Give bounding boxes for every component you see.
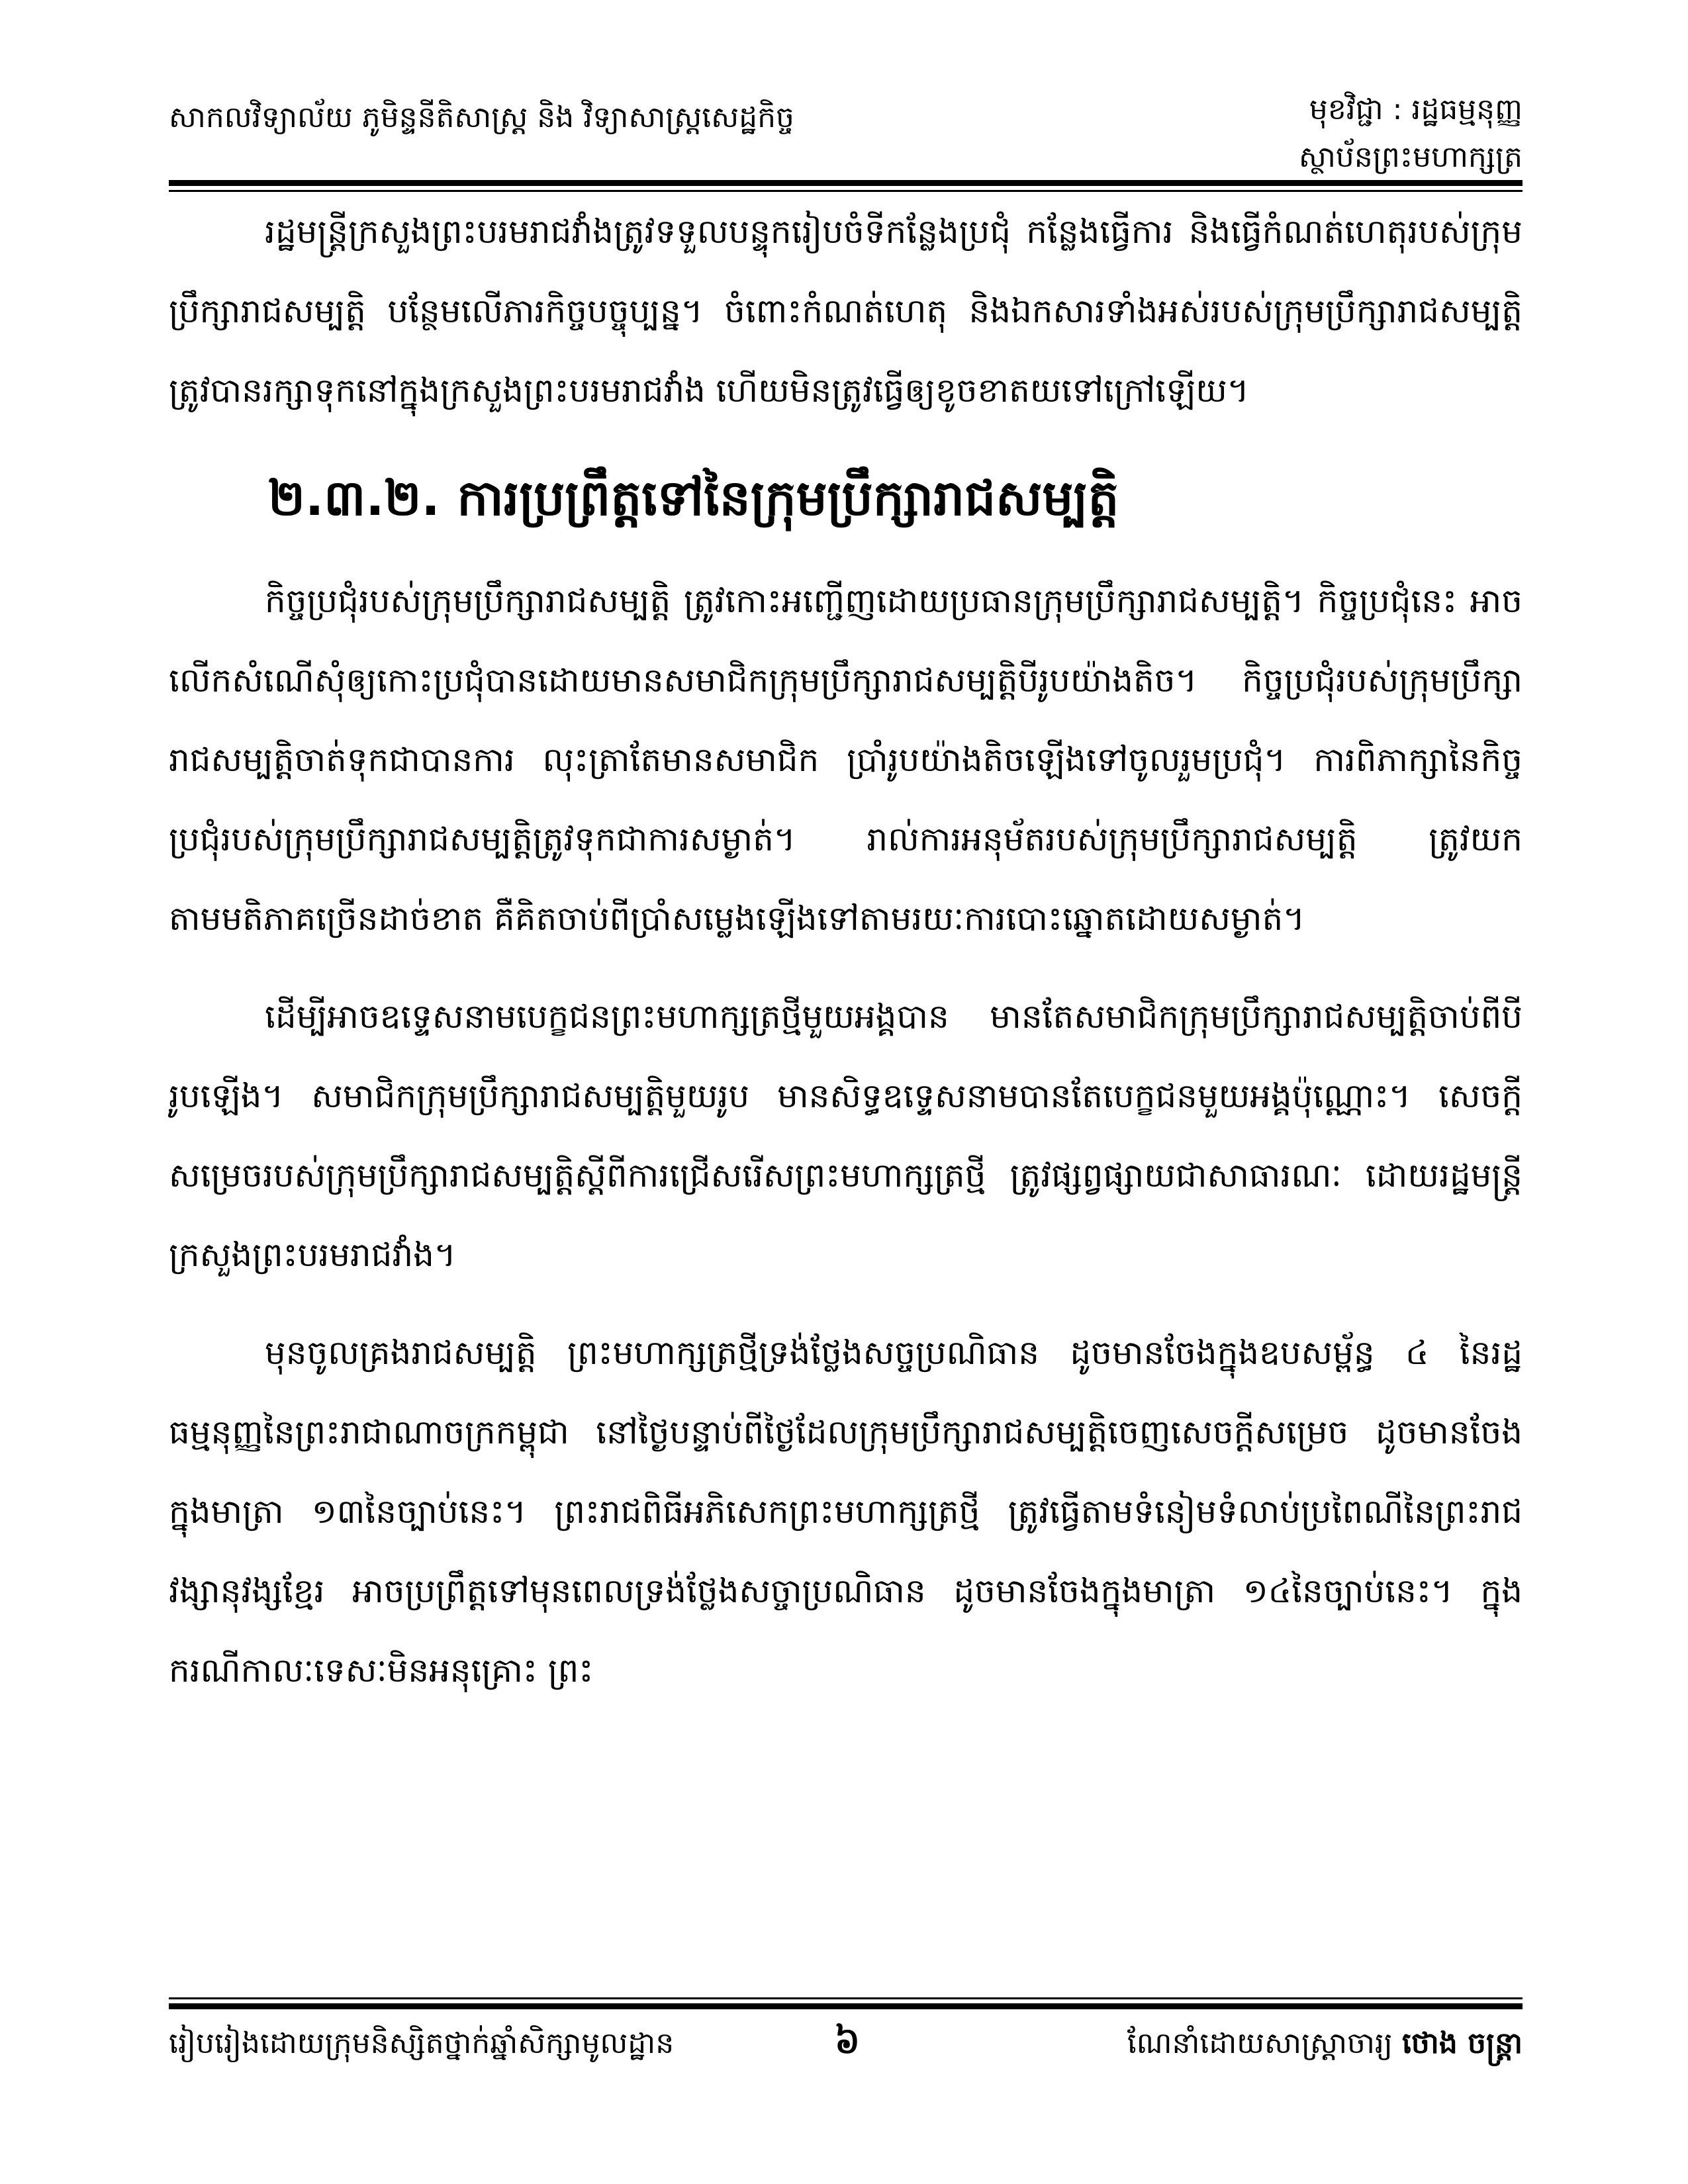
footer-supervisor-name: ថោង ចន្ត្រា (1401, 2026, 1523, 2060)
section-heading: ២.៣.២. ការប្រព្រឹត្តទៅនៃក្រុមប្រឹក្សារាជសម្បត្តិ (268, 470, 1119, 527)
page-body (169, 192, 1523, 1729)
footer-supervisor (1127, 2025, 1523, 2068)
paragraph: ដើម្បីអាចឧទ្ទេសនាមបេក្ខជនព្រះមហាក្សត្រថ្មីមួយអង្គបាន មានតែសមាជិកក្រុមប្រឹក្សារាជសម្បត្តិចាប់ពីបីរូបឡើង។ សមាជិកក្រុមប្រឹក្សារាជសម្បត្តិមួយរូប មានសិទ្ធឧទ្ទេសនាមបានតែបេក្ខជនមួយអង្គប៉ុណ្ណោះ។ សេចក្តីសម្រេចរបស់ក្រុមប្រឹក្សារាជសម្បត្តិស្តីពីការជ្រើសរើសព្រះមហាក្សត្រថ្មី ត្រូវផ្សព្វផ្សាយជាសាធារណៈ ដោយរដ្ឋមន្ត្រីក្រសួងព្រះបរមរាជវាំង។ (169, 997, 1523, 1274)
paragraph: មុនចូលគ្រងរាជសម្បត្តិ ព្រះមហាក្សត្រថ្មីទ្រង់ថ្លែងសច្ចប្រណិធាន ដូចមានចែងក្នុងឧបសម្ព័ន្ធ ៤ នៃរដ្ឋធម្មនុញ្ញនៃព្រះរាជាណាចក្រកម្ពុជា នៅថ្ងៃបន្ទាប់ពីថ្ងៃដែលក្រុមប្រឹក្សារាជសម្បត្តិចេញសេចក្តីសម្រេច ដូចមានចែងក្នុងមាត្រា ១៣នៃច្បាប់នេះ។ ព្រះរាជពិធីអភិសេកព្រះមហាក្សត្រថ្មី ត្រូវធ្វើតាមទំនៀមទំលាប់ប្រពៃណីនៃព្រះរាជវង្សានុវង្សខ្មែរ អាចប្រព្រឹត្តទៅមុនពេលទ្រង់ថ្លែងសច្ចាប្រណិធាន ដូចមានចែងក្នុងមាត្រា ១៤នៃច្បាប់នេះ។ ក្នុងករណីកាលៈទេសៈមិនអនុគ្រោះ ព្រះ (169, 1334, 1523, 1690)
header-rule-thick (169, 180, 1523, 186)
header-subject (1299, 86, 1523, 181)
paragraph: រដ្ឋមន្ត្រីក្រសួងព្រះបរមរាជវាំងត្រូវទទួលបន្ទុករៀបចំទីកន្លែងប្រជុំ កន្លែងធ្វើការ និងធ្វើកំណត់ហេតុរបស់ក្រុមប្រឹក្សារាជសម្បត្តិ បន្ថែមលើភារកិច្ចបច្ចុប្បន្ន។ ចំពោះកំណត់ហេតុ និងឯកសារទាំងអស់របស់ក្រុមប្រឹក្សារាជសម្បត្តិ ត្រូវបានរក្សាទុកនៅក្នុងក្រសួងព្រះបរមរាជវាំង ហើយមិនត្រូវធ្វើឲ្យខូចខាតយទៅក្រៅឡើយ។ (169, 212, 1523, 410)
header-topic-line: ស្ថាប័នព្រះមហាក្សត្រ (1299, 140, 1523, 174)
footer-rule-thin (169, 1997, 1523, 1999)
footer-prepared-by: រៀបរៀងដោយក្រុមនិស្សិតថ្នាក់ឆ្នាំសិក្សាមូលដ្ឋាន (169, 2026, 675, 2060)
footer-supervisor-label: ណែនាំដោយសាស្ត្រាចារ្យ (1127, 2026, 1393, 2060)
header-university: សាកលវិទ្យាល័យ ភូមិន្ទនីតិសាស្ត្រ និង វិទ្យាសាស្ត្រសេដ្ឋកិច្ច (169, 101, 794, 134)
paragraph: កិច្ចប្រជុំរបស់ក្រុមប្រឹក្សារាជសម្បត្តិ ត្រូវកោះអញ្ជើញដោយប្រធានក្រុមប្រឹក្សារាជសម្បត្តិ។ កិច្ចប្រជុំនេះ អាចលើកសំណើសុំឲ្យកោះប្រជុំបានដោយមានសមាជិកក្រុមប្រឹក្សារាជសម្បត្តិបីរូបយ៉ាងតិច។ កិច្ចប្រជុំរបស់ក្រុមប្រឹក្សារាជសម្បត្តិចាត់ទុកជាបានការ លុះត្រាតែមានសមាជិក ប្រាំរូបយ៉ាងតិចឡើងទៅចូលរួមប្រជុំ។ ការពិភាក្សានៃកិច្ចប្រជុំរបស់ក្រុមប្រឹក្សារាជសម្បត្តិត្រូវទុកជាការសម្ងាត់។ រាល់ការអនុម័តរបស់ក្រុមប្រឹក្សារាជសម្បត្តិ ត្រូវយកតាមមតិភាគច្រើនដាច់ខាត គឺគិតចាប់ពីប្រាំសម្លេងឡើងទៅតាមរយៈការបោះឆ្នោតដោយសម្ងាត់។ (169, 582, 1523, 938)
header-subject-line: មុខវិជ្ជា : រដ្ឋធម្មនុញ្ញ (1309, 93, 1523, 126)
page-number: ៦ (834, 2020, 861, 2062)
footer-rule-thick (169, 2003, 1523, 2009)
